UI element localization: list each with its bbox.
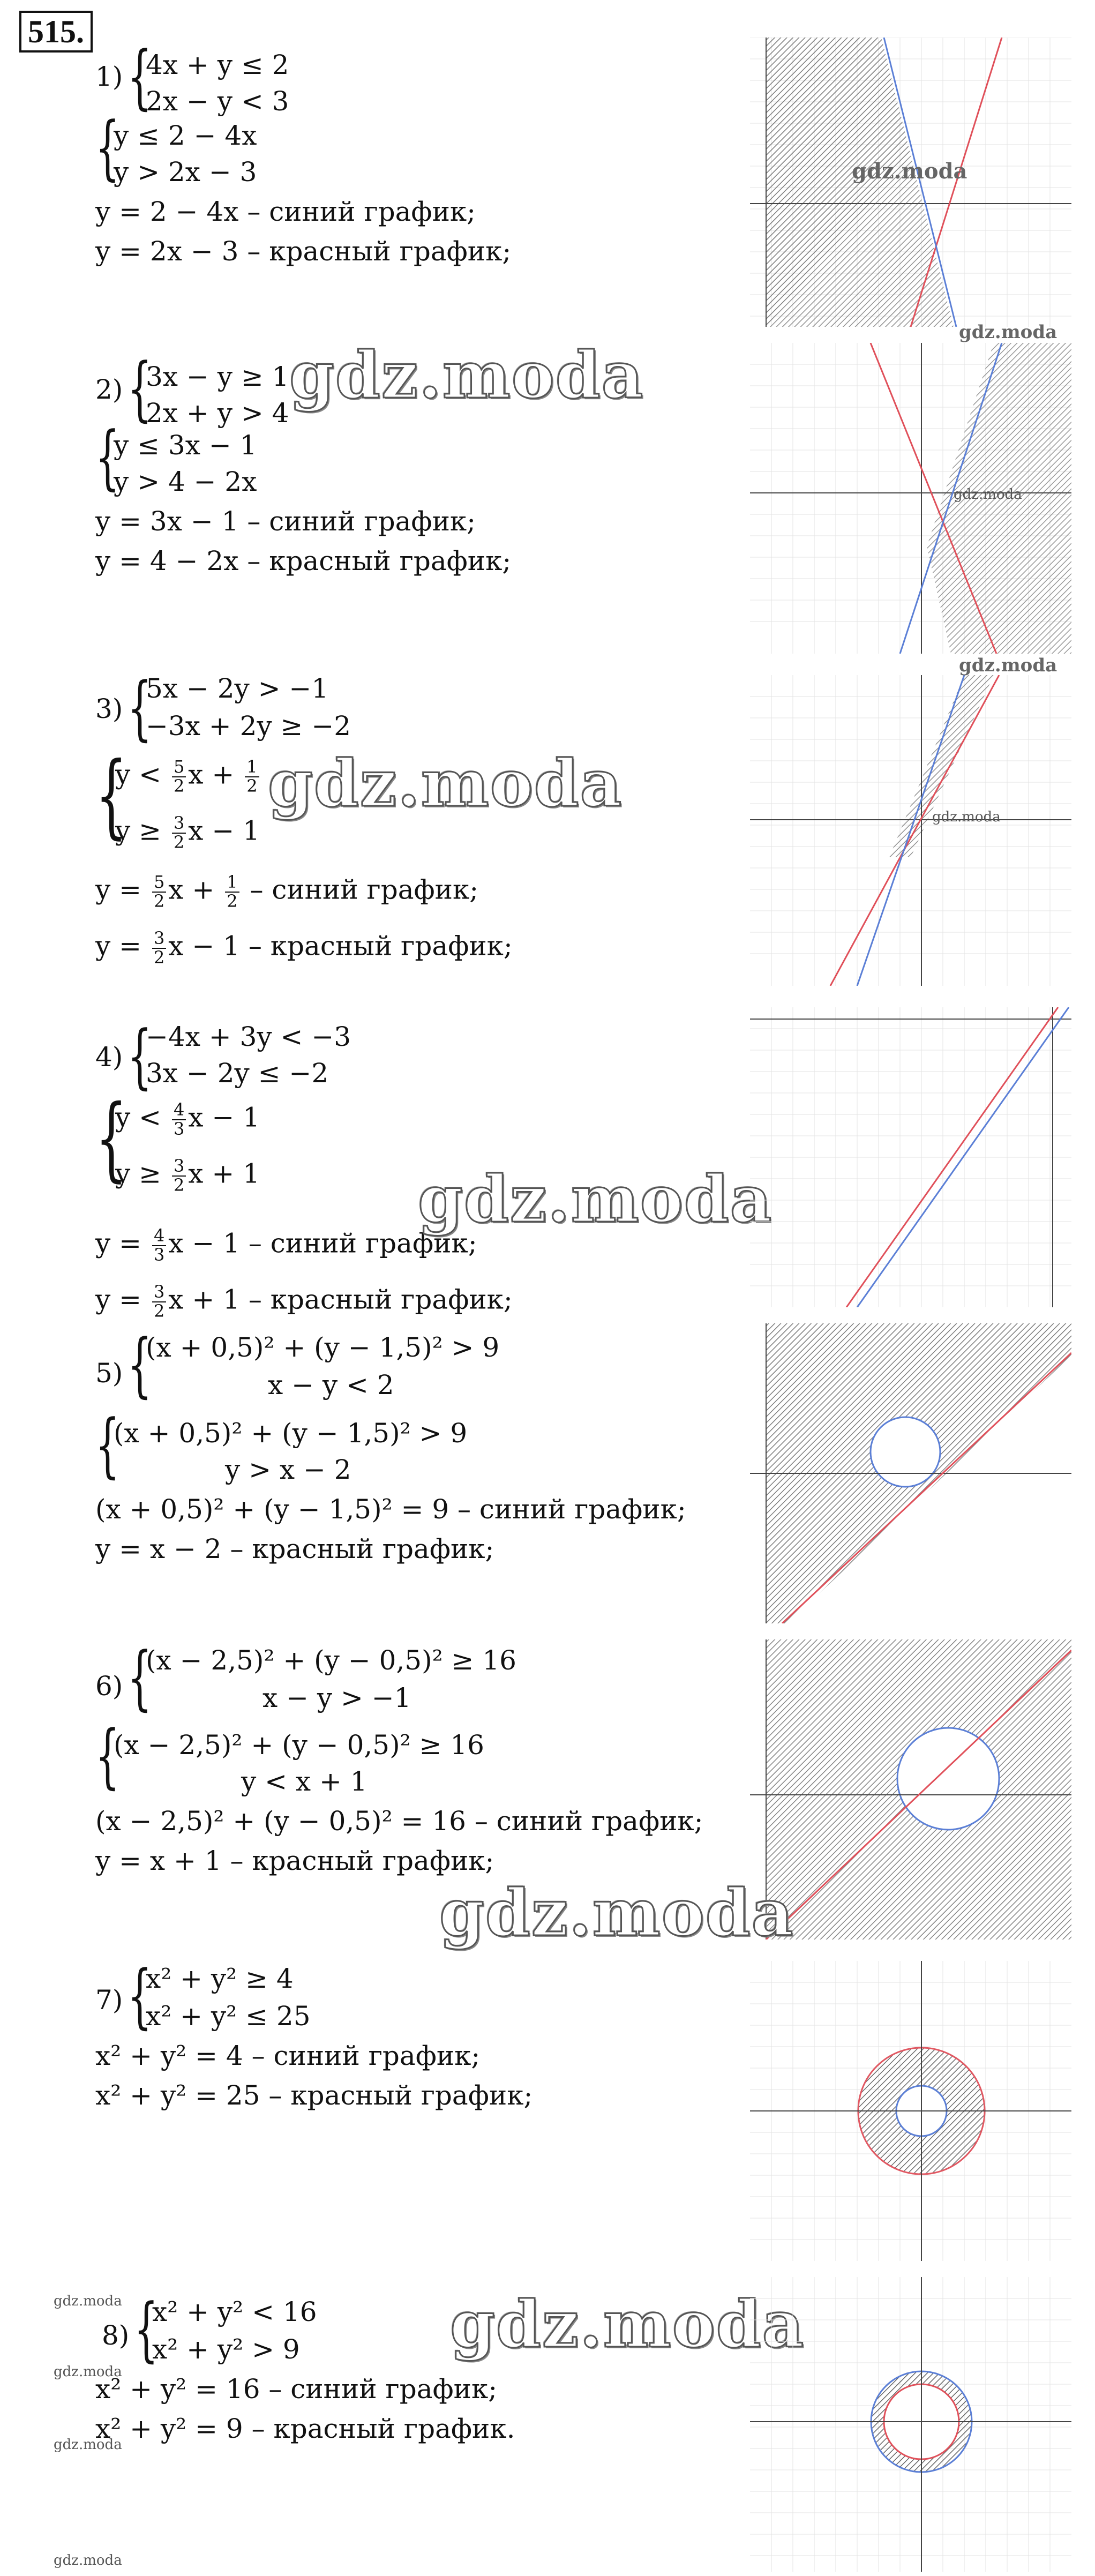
brace-icon: { <box>95 1085 128 1192</box>
result-line: y = $\frac{5}{2}$ x + $\frac{1}{2}$ – синий график; <box>95 872 479 911</box>
brace-icon: { <box>128 1015 152 1097</box>
brace-icon: { <box>134 2288 159 2370</box>
system-line: x² + y² ≥ 4 <box>146 1963 294 1994</box>
watermark-small: gdz.moda <box>54 2364 122 2380</box>
section-number: 2) <box>95 374 123 405</box>
brace-icon: { <box>95 1715 120 1796</box>
system-line: x − y < 2 <box>268 1369 394 1401</box>
brace-icon: { <box>128 1324 152 1405</box>
system-line: 4x + y ≤ 2 <box>146 49 289 80</box>
result-line: y = $\frac{3}{2}$ x + 1 – красный график; <box>95 1282 513 1321</box>
section-number: 3) <box>95 693 123 724</box>
rewritten-line: y > 2x − 3 <box>114 156 257 188</box>
rewritten-line: y < x + 1 <box>241 1766 368 1797</box>
rewritten-line: (x + 0,5)² + (y − 1,5)² > 9 <box>114 1418 468 1449</box>
brace-icon: { <box>95 743 128 849</box>
watermark-small: gdz.moda <box>54 2552 122 2568</box>
rewritten-line: y < $\frac{4}{3}$ x − 1 <box>115 1099 260 1139</box>
brace-icon: { <box>128 1955 152 2036</box>
result-line: x² + y² = 9 – красный график. <box>95 2413 515 2444</box>
rewritten-line: y > x − 2 <box>225 1454 351 1485</box>
result-line: y = 4 − 2x – красный график; <box>95 545 512 576</box>
system-line: (x + 0,5)² + (y − 1,5)² > 9 <box>146 1332 500 1363</box>
brace-icon: { <box>128 348 152 429</box>
rewritten-line: (x − 2,5)² + (y − 0,5)² ≥ 16 <box>114 1729 484 1761</box>
brace-icon: { <box>128 1637 152 1718</box>
section-number: 8) <box>102 2320 130 2351</box>
watermark-small: gdz.moda <box>932 809 1001 825</box>
result-line: y = x − 2 – красный график; <box>95 1533 494 1564</box>
system-line: −4x + 3y < −3 <box>146 1021 351 1052</box>
section-number: 4) <box>95 1042 123 1073</box>
watermark-small: gdz.moda <box>959 321 1058 343</box>
system-line: x − y > −1 <box>262 1682 411 1713</box>
problem-number: 515. <box>19 11 93 53</box>
graph-7 <box>750 1961 1071 2261</box>
rewritten-line: y ≥ $\frac{3}{2}$ x + 1 <box>115 1156 260 1195</box>
graph-3 <box>750 675 1071 986</box>
system-line: x² + y² < 16 <box>152 2296 317 2327</box>
system-line: 3x − y ≥ 1 <box>146 361 289 392</box>
watermark-small: gdz.moda <box>54 2293 122 2309</box>
system-line: 2x + y > 4 <box>146 398 289 429</box>
system-line: 5x − 2y > −1 <box>146 673 329 704</box>
watermark-small: gdz.moda <box>852 159 968 184</box>
result-line: y = $\frac{4}{3}$ x − 1 – синий график; <box>95 1225 477 1265</box>
system-line: (x − 2,5)² + (y − 0,5)² ≥ 16 <box>146 1645 516 1676</box>
result-line: (x − 2,5)² + (y − 0,5)² = 16 – синий график; <box>95 1806 703 1837</box>
system-line: −3x + 2y ≥ −2 <box>146 710 351 742</box>
watermark-small: gdz.moda <box>959 655 1058 676</box>
system-line: x² + y² ≤ 25 <box>146 2001 311 2032</box>
watermark-small: gdz.moda <box>954 486 1022 503</box>
result-line: x² + y² = 16 – синий график; <box>95 2373 498 2405</box>
graph-8 <box>750 2277 1071 2572</box>
rewritten-line: y ≥ $\frac{3}{2}$ x − 1 <box>115 813 260 852</box>
watermark: gdz.moda <box>439 1875 794 1951</box>
graph-6 <box>750 1639 1071 1940</box>
result-line: y = $\frac{3}{2}$ x − 1 – красный график; <box>95 928 513 968</box>
system-line: 2x − y < 3 <box>146 86 289 117</box>
section-number: 7) <box>95 1985 123 2016</box>
result-line: y = 2 − 4x – синий график; <box>95 196 476 227</box>
watermark: gdz.moda <box>418 1162 773 1237</box>
watermark: gdz.moda <box>450 2287 805 2362</box>
rewritten-line: y ≤ 2 − 4x <box>114 120 257 151</box>
rewritten-line: y > 4 − 2x <box>114 466 257 497</box>
watermark: gdz.moda <box>268 746 623 821</box>
graph-5 <box>750 1323 1071 1623</box>
graph-4 <box>750 1007 1071 1307</box>
section-number: 1) <box>95 61 123 92</box>
result-line: y = x + 1 – красный график; <box>95 1845 494 1876</box>
brace-icon: { <box>95 416 120 498</box>
system-line: 3x − 2y ≤ −2 <box>146 1058 329 1089</box>
brace-icon: { <box>95 107 120 188</box>
result-line: (x + 0,5)² + (y − 1,5)² = 9 – синий график; <box>95 1494 686 1525</box>
rewritten-line: y < $\frac{5}{2}$ x + $\frac{1}{2}$ <box>115 758 261 795</box>
rewritten-line: y ≤ 3x − 1 <box>114 430 257 461</box>
result-line: y = 3x − 1 – синий график; <box>95 506 476 537</box>
brace-icon: { <box>128 667 152 748</box>
brace-icon: { <box>95 1404 120 1486</box>
result-line: y = 2x − 3 – красный график; <box>95 236 512 267</box>
brace-icon: { <box>128 36 152 117</box>
result-line: x² + y² = 4 – синий график; <box>95 2040 481 2071</box>
section-number: 6) <box>95 1671 123 1702</box>
watermark: gdz.moda <box>289 338 644 413</box>
section-number: 5) <box>95 1358 123 1389</box>
watermark-small: gdz.moda <box>54 2437 122 2453</box>
graph-2 <box>750 343 1071 654</box>
result-line: x² + y² = 25 – красный график; <box>95 2080 533 2111</box>
system-line: x² + y² > 9 <box>152 2334 300 2365</box>
